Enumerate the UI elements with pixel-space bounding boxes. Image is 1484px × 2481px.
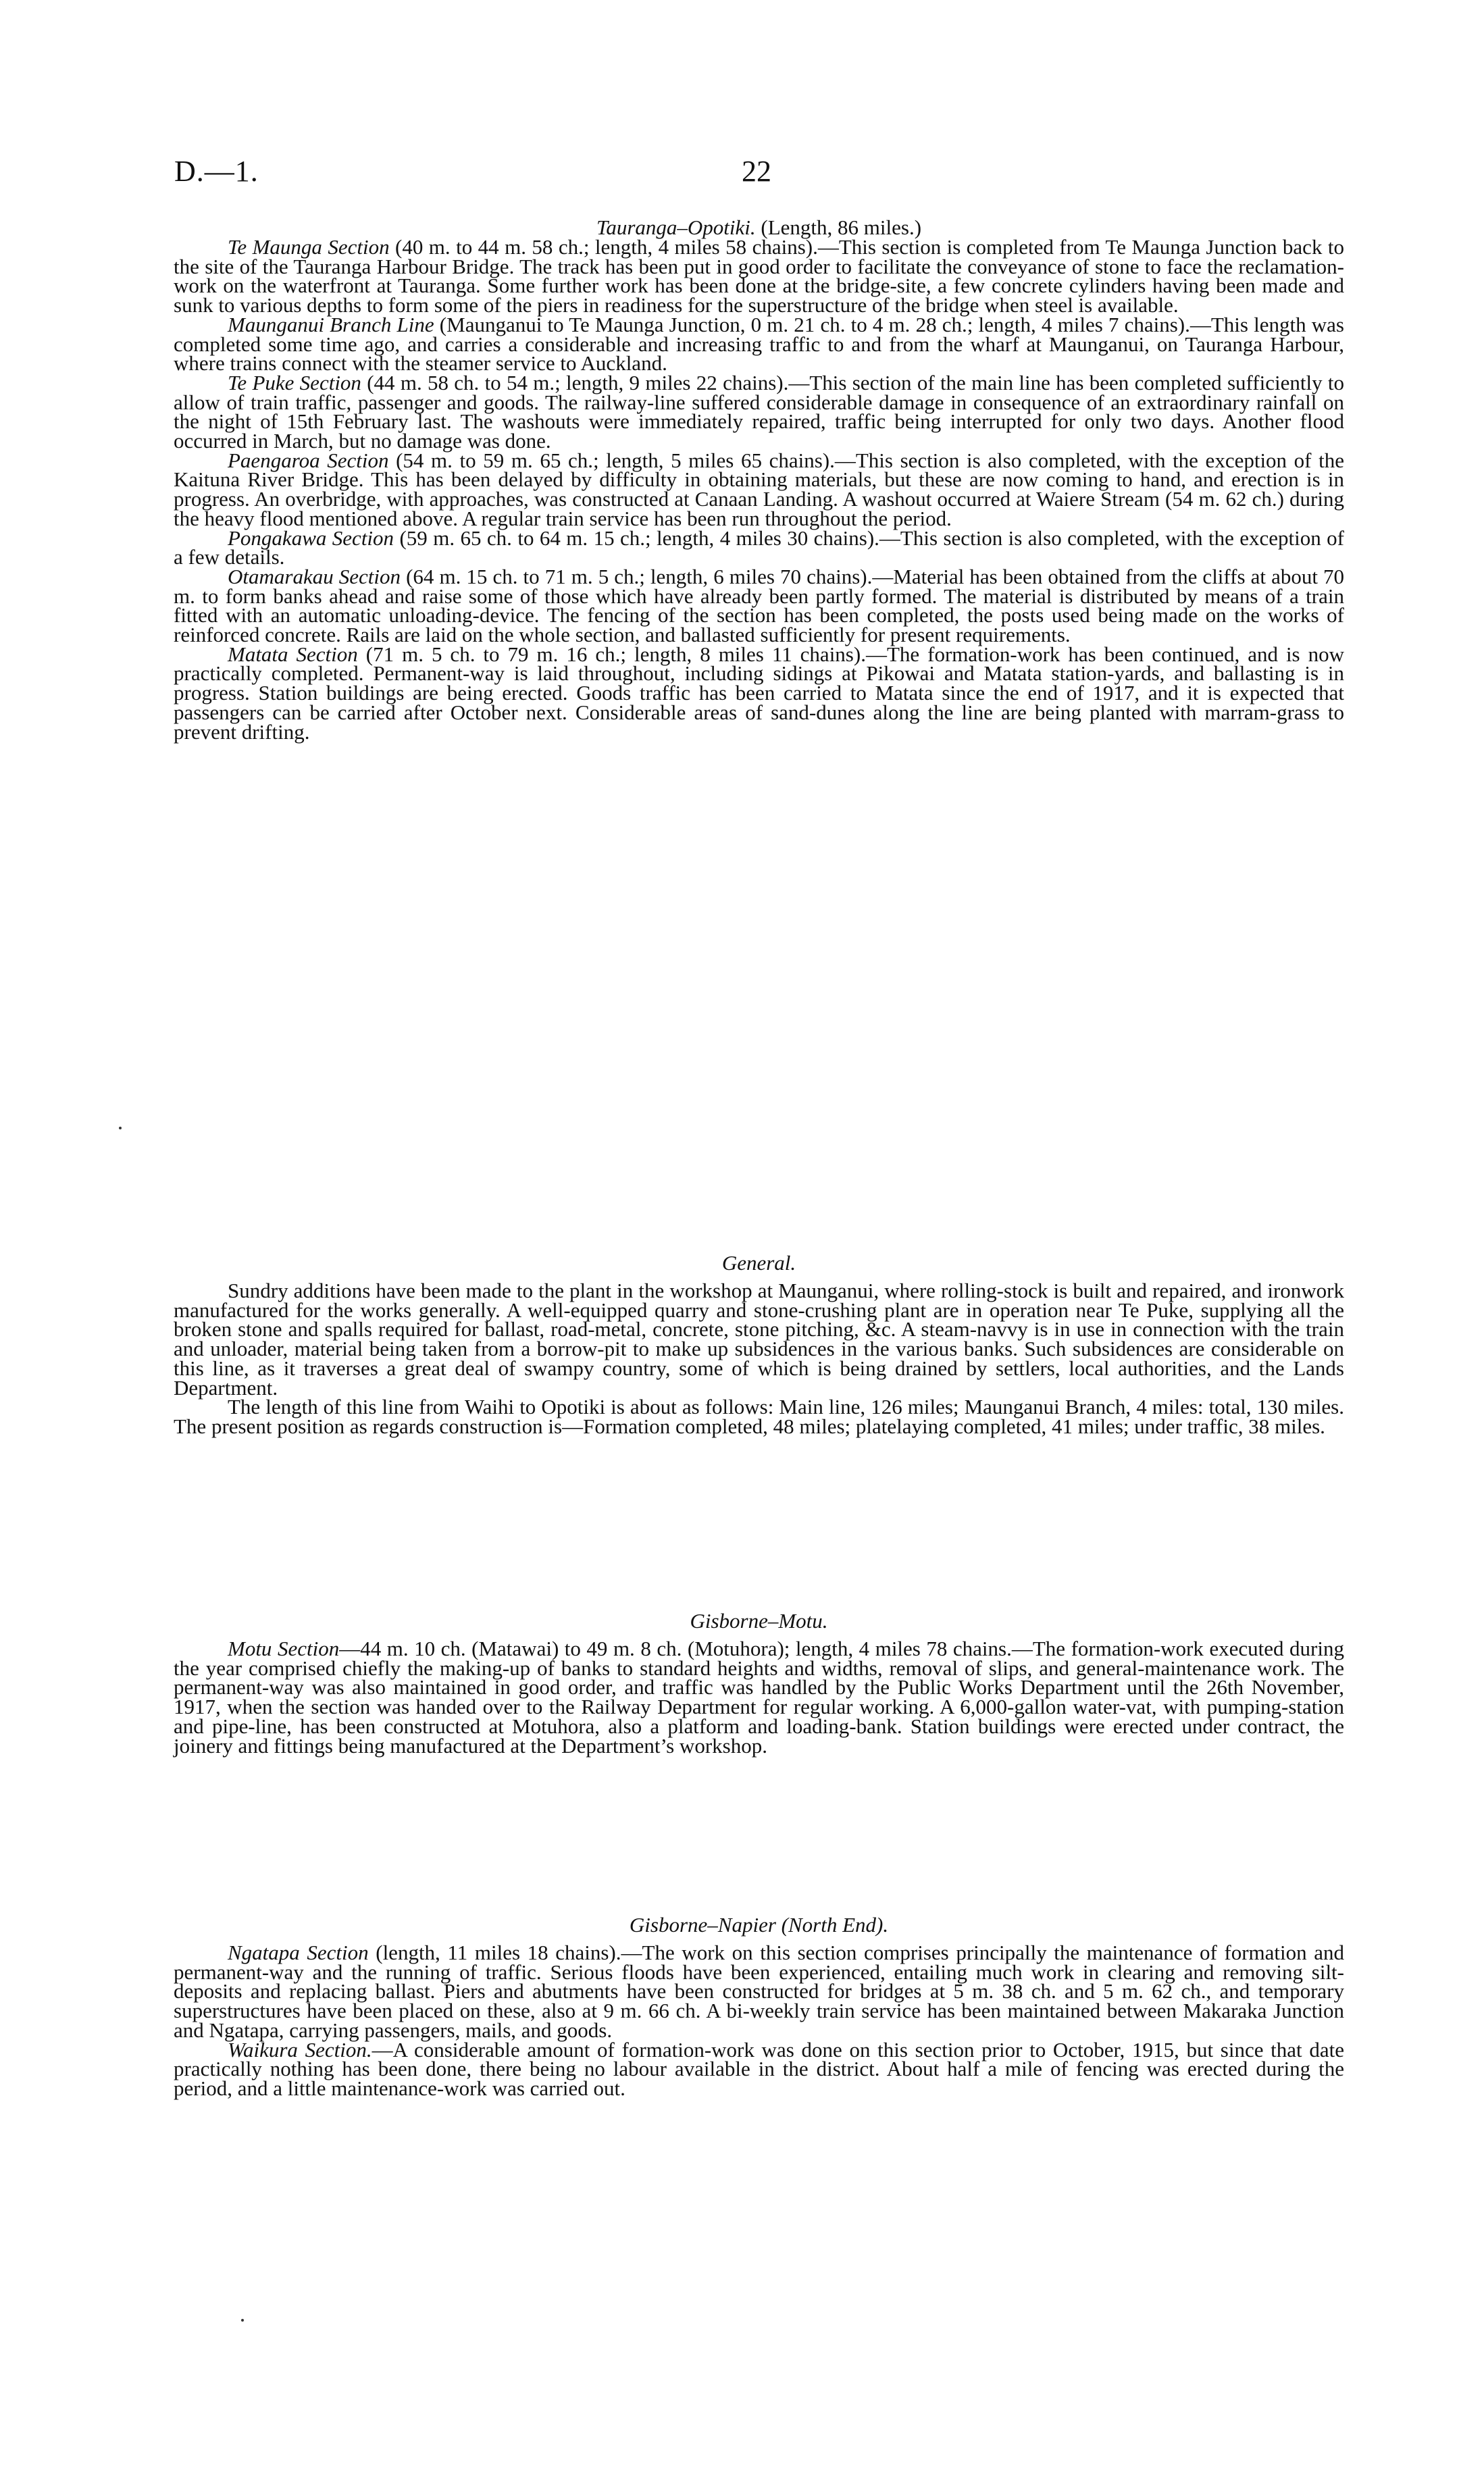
paragraph-lead: Maunganui Branch Line	[228, 312, 434, 336]
section-tauranga-opotiki	[174, 215, 1344, 744]
paragraph-lead: Pongakawa Section	[228, 526, 394, 550]
paragraph-body: (40 m. to 44 m. 58 ch.; length, 4 miles 58 chains).—This section is completed from Te Maunga Junction back to the site of the Tauranga Harbour Bridge. The track has been put in good order to facilitate the conveyance of stone to face the reclamation-work on the waterfront at Tauranga. Some further work has been done at the bridge-site, a few concrete cylinders having been made and sunk to various depths to form some of the piers in readiness for the superstructure of the bridge when steel is available.	[174, 235, 1344, 317]
paragraph-lead: Paengaroa Section	[228, 448, 389, 472]
paragraph-body: —44 m. 10 ch. (Matawai) to 49 m. 8 ch. (Motuhora); length, 4 miles 78 chains.—The formation-work executed during the year comprised chiefly the making-up of banks to standard heights and widths, removal of slips, and general-maintenance work. The permanent-way was also maintained in good order, and traffic was handled by the Public Works Department until the 26th November, 1917, when the section was handed over to the Railway Department for regular working. A 6,000-gallon water-vat, with pumping-station and pipe-line, has been constructed at Motuhora, also a platform and loading-bank. Station buildings were erected under contract, the joinery and fittings being manufactured at the Department’s workshop.	[174, 1637, 1344, 1758]
paragraph-body: (54 m. to 59 m. 65 ch.; length, 5 miles 65 chains).—This section is also completed, with the exception of the Kaituna River Bridge. This has been delayed by difficulty in obtaining materials, but these are now coming to hand, and erection is in progress. An overbridge, with approaches, was constructed at Canaan Landing. A washout occurred at Waiere Stream (54 m. 62 ch.) during the heavy flood mentioned above. A regular train service has been run throughout the period.	[174, 448, 1344, 530]
section-gisborne-motu	[174, 1611, 1344, 1756]
paragraph-lead: Motu Section	[228, 1637, 340, 1660]
paragraph-body: (64 m. 15 ch. to 71 m. 5 ch.; length, 6 miles 70 chains).—Material has been obtained from the cliffs at about 70 m. to form banks ahead and raise some of those which have already been partly formed. The material is distributed by means of a train fitted with an automatic unloading-device. The fencing of the section has been completed, the posts used being made on the works of reinforced concrete. Rails are laid on the whole section, and ballasted sufficiently for present requirements.	[174, 564, 1344, 647]
paragraph	[174, 1639, 1344, 1756]
paragraph-lead: Te Maunga Section	[228, 235, 390, 259]
paragraph-body: (Maunganui to Te Maunga Junction, 0 m. 21 ch. to 4 m. 28 ch.; length, 4 miles 7 chains).—This length was completed some time ago, and carries a considerable and increasing traffic to and from the wharf at Maunganui, on Tauranga Harbour, where trains connect with the steamer service to Auckland.	[174, 312, 1344, 376]
section-general	[174, 1253, 1344, 1437]
paragraph	[174, 448, 1344, 530]
paragraph	[174, 642, 1344, 744]
paragraph-body: (44 m. 58 ch. to 54 m.; length, 9 miles 22 chains).—This section of the main line has been completed sufficiently to allow of train traffic, passenger and goods. The railway-line suffered considerable damage in consequence of an extraordinary rainfall on the night of 15th February last. The washouts were immediately repaired, traffic being interrupted for only two days. Another flood occurred in March, but no damage was done.	[174, 370, 1344, 453]
section-heading	[174, 1915, 1344, 1935]
paragraph-body: Sundry additions have been made to the plant in the workshop at Maunganui, where rolling-stock is built and repaired, and ironwork manufactured for the works generally. A well-equipped quarry and stone-crushing plant are in operation near Te Puke, supplying all the broken stone and spalls required for ballast, road-metal, concrete, stone pitching, &c. A steam-navvy is in use in connection with the train and unloader, material being taken from a borrow-pit to make up subsidences in the various banks. Such subsidences are considerable on this line, as it traverses a great deal of swampy country, some of which is being drained by settlers, local authorities, and the Lands Department.	[174, 1279, 1344, 1400]
paragraph-body: (71 m. 5 ch. to 79 m. 16 ch.; length, 8 miles 11 chains).—The formation-work has been continued, and is now practically completed. Permanent-way is laid throughout, including sidings at Pikowai and Matata station-yards, and ballasting is in progress. Station buildings are being erected. Goods traffic has been carried to Matata since the end of 1917, and it is expected that passengers can be carried after October next. Considerable areas of sand-dunes along the line are being planted with marram-grass to prevent drifting.	[174, 642, 1344, 744]
section-title: Tauranga–Opotiki.	[596, 215, 756, 239]
paragraph-lead: Otamarakau Section	[228, 564, 401, 588]
paragraph	[174, 370, 1344, 453]
margin-speck	[241, 2319, 244, 2322]
section-gisborne-napier	[174, 1915, 1344, 2099]
paragraph	[174, 564, 1344, 647]
paragraph	[174, 1943, 1344, 2041]
section-heading	[174, 1611, 1344, 1631]
margin-speck	[119, 1127, 122, 1129]
paragraph-body: (59 m. 65 ch. to 64 m. 15 ch.; length, 4 miles 30 chains).—This section is also completed, with the exception of a few details.	[174, 526, 1344, 569]
paragraph-lead: Te Puke Section	[228, 370, 361, 394]
section-title: General.	[721, 1251, 796, 1275]
section-title: Gisborne–Napier (North End).	[629, 1913, 889, 1937]
paragraph-lead: Ngatapa Section	[228, 1941, 369, 1964]
section-length: (Length, 86 miles.)	[761, 215, 922, 239]
paragraph-body: (length, 11 miles 18 chains).—The work on this section comprises principally the maintenance of formation and permanent-way and the running of traffic. Serious floods have been experienced, entailing much work in clearing and removing silt-deposits and replacing ballast. Piers and abutments have been constructed for bridges at 5 m. 38 ch. and 5 m. 62 ch., and temporary superstructures have been placed on these, also at 9 m. 66 ch. A bi-weekly train service has been maintained between Makaraka Junction and Ngatapa, carrying passengers, mails, and goods.	[174, 1941, 1344, 2042]
section-heading	[174, 1253, 1344, 1273]
paragraph	[174, 1395, 1344, 1438]
paragraph	[174, 2037, 1344, 2100]
paragraph-lead: Waikura Section.	[228, 2037, 372, 2062]
paragraph-body: The length of this line from Waihi to Opotiki is about as follows: Main line, 126 miles; Maunganui Branch, 4 miles: total, 130 miles. The present position as regards construction is—Formation completed, 48 miles; platelaying completed, 41 miles; under traffic, 38 miles.	[174, 1395, 1344, 1438]
paragraph-body: —A considerable amount of formation-work was done on this section prior to October, 1915, but since that date practically nothing has been done, there being no labour available in the district. About half a mile of fencing was erected during the period, and a little maintenance-work was carried out.	[174, 2037, 1344, 2100]
document-reference: D.—1.	[174, 155, 259, 188]
section-title: Gisborne–Motu.	[690, 1609, 828, 1633]
paragraph	[174, 312, 1344, 376]
page-number: 22	[742, 155, 771, 188]
paragraph	[174, 526, 1344, 569]
paragraph	[174, 235, 1344, 317]
paragraph	[174, 1281, 1344, 1398]
paragraph-lead: Matata Section	[228, 642, 358, 666]
